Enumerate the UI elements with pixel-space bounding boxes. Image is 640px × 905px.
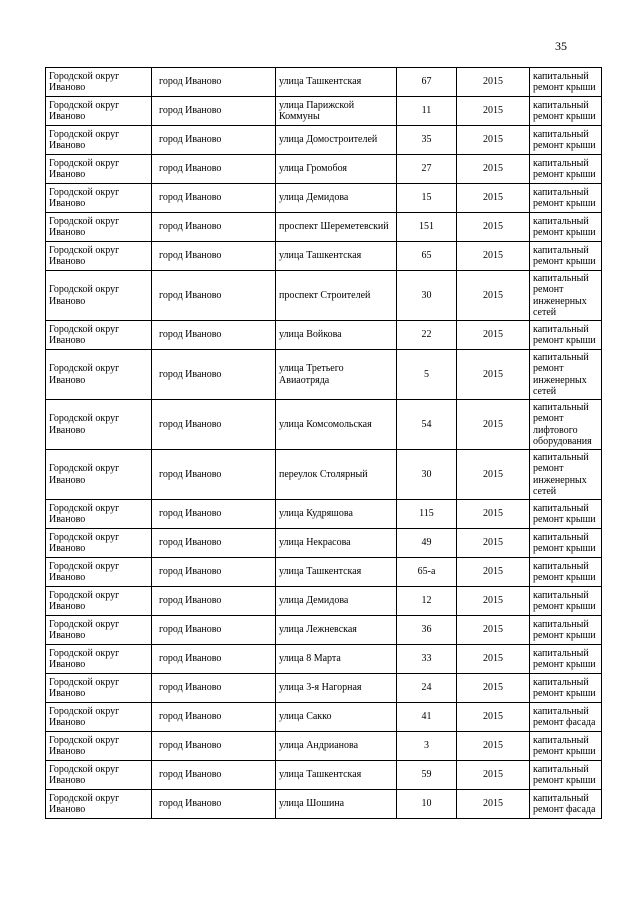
year-cell: 2015 (457, 321, 530, 350)
year-cell: 2015 (457, 126, 530, 155)
street-cell: улица Кудряшова (276, 500, 397, 529)
street-cell: улица Ташкентская (276, 242, 397, 271)
year-cell: 2015 (457, 703, 530, 732)
city-cell: город Иваново (152, 68, 276, 97)
table-row (46, 321, 602, 350)
municipality-cell: Городской округ Иваново (46, 732, 152, 761)
work-type-cell: капитальный ремонт крыши (530, 155, 602, 184)
street-cell: улица Ташкентская (276, 761, 397, 790)
table-body (46, 68, 602, 819)
municipality-cell: Городской округ Иваново (46, 155, 152, 184)
municipality-cell: Городской округ Иваново (46, 790, 152, 819)
municipality-cell: Городской округ Иваново (46, 674, 152, 703)
street-cell: улица Сакко (276, 703, 397, 732)
work-type-cell: капитальный ремонт крыши (530, 500, 602, 529)
city-cell: город Иваново (152, 790, 276, 819)
table-row (46, 674, 602, 703)
year-cell: 2015 (457, 558, 530, 587)
street-cell: улица 8 Марта (276, 645, 397, 674)
municipality-cell: Городской округ Иваново (46, 126, 152, 155)
street-cell: улица Демидова (276, 184, 397, 213)
municipality-cell: Городской округ Иваново (46, 271, 152, 321)
work-type-cell: капитальный ремонт крыши (530, 242, 602, 271)
city-cell: город Иваново (152, 97, 276, 126)
city-cell: город Иваново (152, 645, 276, 674)
table-row (46, 529, 602, 558)
house-number-cell: 54 (397, 400, 457, 450)
year-cell: 2015 (457, 529, 530, 558)
house-number-cell: 115 (397, 500, 457, 529)
table-row (46, 703, 602, 732)
year-cell: 2015 (457, 790, 530, 819)
city-cell: город Иваново (152, 529, 276, 558)
table-row (46, 97, 602, 126)
city-cell: город Иваново (152, 500, 276, 529)
table-row (46, 126, 602, 155)
house-number-cell: 33 (397, 645, 457, 674)
table-row (46, 587, 602, 616)
work-type-cell: капитальный ремонт крыши (530, 761, 602, 790)
street-cell: улица Парижской Коммуны (276, 97, 397, 126)
work-type-cell: капитальный ремонт инженерных сетей (530, 271, 602, 321)
street-cell: переулок Столярный (276, 450, 397, 500)
year-cell: 2015 (457, 761, 530, 790)
table-row (46, 616, 602, 645)
house-number-cell: 41 (397, 703, 457, 732)
work-type-cell: капитальный ремонт крыши (530, 645, 602, 674)
table-row (46, 732, 602, 761)
municipality-cell: Городской округ Иваново (46, 529, 152, 558)
year-cell: 2015 (457, 645, 530, 674)
city-cell: город Иваново (152, 616, 276, 645)
house-number-cell: 65 (397, 242, 457, 271)
work-type-cell: капитальный ремонт крыши (530, 126, 602, 155)
city-cell: город Иваново (152, 321, 276, 350)
year-cell: 2015 (457, 732, 530, 761)
street-cell: улица Ташкентская (276, 558, 397, 587)
house-number-cell: 10 (397, 790, 457, 819)
house-number-cell: 27 (397, 155, 457, 184)
house-number-cell: 151 (397, 213, 457, 242)
table-row (46, 558, 602, 587)
table-row (46, 790, 602, 819)
city-cell: город Иваново (152, 674, 276, 703)
house-number-cell: 49 (397, 529, 457, 558)
municipality-cell: Городской округ Иваново (46, 450, 152, 500)
city-cell: город Иваново (152, 400, 276, 450)
year-cell: 2015 (457, 155, 530, 184)
city-cell: город Иваново (152, 703, 276, 732)
work-type-cell: капитальный ремонт крыши (530, 213, 602, 242)
table-row (46, 242, 602, 271)
street-cell: улица Громобоя (276, 155, 397, 184)
municipality-cell: Городской округ Иваново (46, 703, 152, 732)
house-number-cell: 12 (397, 587, 457, 616)
table-row (46, 213, 602, 242)
house-number-cell: 5 (397, 350, 457, 400)
house-number-cell: 67 (397, 68, 457, 97)
repair-registry-table (45, 67, 602, 819)
city-cell: город Иваново (152, 350, 276, 400)
table-row (46, 184, 602, 213)
municipality-cell: Городской округ Иваново (46, 213, 152, 242)
work-type-cell: капитальный ремонт фасада (530, 790, 602, 819)
street-cell: улица Войкова (276, 321, 397, 350)
municipality-cell: Городской округ Иваново (46, 350, 152, 400)
year-cell: 2015 (457, 242, 530, 271)
street-cell: улица Домостроителей (276, 126, 397, 155)
table-row (46, 761, 602, 790)
city-cell: город Иваново (152, 213, 276, 242)
house-number-cell: 30 (397, 450, 457, 500)
street-cell: улица Ташкентская (276, 68, 397, 97)
street-cell: улица Андрианова (276, 732, 397, 761)
house-number-cell: 15 (397, 184, 457, 213)
house-number-cell: 65-а (397, 558, 457, 587)
city-cell: город Иваново (152, 558, 276, 587)
municipality-cell: Городской округ Иваново (46, 68, 152, 97)
city-cell: город Иваново (152, 587, 276, 616)
house-number-cell: 59 (397, 761, 457, 790)
street-cell: улица Лежневская (276, 616, 397, 645)
year-cell: 2015 (457, 674, 530, 703)
work-type-cell: капитальный ремонт инженерных сетей (530, 450, 602, 500)
year-cell: 2015 (457, 97, 530, 126)
municipality-cell: Городской округ Иваново (46, 400, 152, 450)
street-cell: проспект Строителей (276, 271, 397, 321)
year-cell: 2015 (457, 587, 530, 616)
house-number-cell: 3 (397, 732, 457, 761)
house-number-cell: 11 (397, 97, 457, 126)
table-row (46, 400, 602, 450)
year-cell: 2015 (457, 350, 530, 400)
year-cell: 2015 (457, 400, 530, 450)
work-type-cell: капитальный ремонт инженерных сетей (530, 350, 602, 400)
street-cell: улица 3-я Нагорная (276, 674, 397, 703)
table-row (46, 500, 602, 529)
street-cell: улица Комсомольская (276, 400, 397, 450)
municipality-cell: Городской округ Иваново (46, 645, 152, 674)
work-type-cell: капитальный ремонт крыши (530, 587, 602, 616)
street-cell: улица Некрасова (276, 529, 397, 558)
municipality-cell: Городской округ Иваново (46, 184, 152, 213)
street-cell: улица Третьего Авиаотряда (276, 350, 397, 400)
work-type-cell: капитальный ремонт лифтового оборудования (530, 400, 602, 450)
city-cell: город Иваново (152, 184, 276, 213)
municipality-cell: Городской округ Иваново (46, 587, 152, 616)
street-cell: улица Шошина (276, 790, 397, 819)
work-type-cell: капитальный ремонт крыши (530, 732, 602, 761)
table-row (46, 271, 602, 321)
municipality-cell: Городской округ Иваново (46, 242, 152, 271)
house-number-cell: 36 (397, 616, 457, 645)
city-cell: город Иваново (152, 761, 276, 790)
city-cell: город Иваново (152, 732, 276, 761)
house-number-cell: 22 (397, 321, 457, 350)
municipality-cell: Городской округ Иваново (46, 616, 152, 645)
street-cell: проспект Шереметевский (276, 213, 397, 242)
table-row (46, 155, 602, 184)
year-cell: 2015 (457, 68, 530, 97)
table-row (46, 645, 602, 674)
city-cell: город Иваново (152, 271, 276, 321)
table-row (46, 68, 602, 97)
city-cell: город Иваново (152, 450, 276, 500)
work-type-cell: капитальный ремонт крыши (530, 558, 602, 587)
municipality-cell: Городской округ Иваново (46, 97, 152, 126)
house-number-cell: 35 (397, 126, 457, 155)
work-type-cell: капитальный ремонт крыши (530, 529, 602, 558)
year-cell: 2015 (457, 184, 530, 213)
year-cell: 2015 (457, 271, 530, 321)
house-number-cell: 30 (397, 271, 457, 321)
year-cell: 2015 (457, 616, 530, 645)
municipality-cell: Городской округ Иваново (46, 500, 152, 529)
year-cell: 2015 (457, 500, 530, 529)
year-cell: 2015 (457, 213, 530, 242)
work-type-cell: капитальный ремонт крыши (530, 97, 602, 126)
table-row (46, 450, 602, 500)
work-type-cell: капитальный ремонт крыши (530, 68, 602, 97)
municipality-cell: Городской округ Иваново (46, 321, 152, 350)
city-cell: город Иваново (152, 126, 276, 155)
table-row (46, 350, 602, 400)
city-cell: город Иваново (152, 242, 276, 271)
street-cell: улица Демидова (276, 587, 397, 616)
work-type-cell: капитальный ремонт крыши (530, 674, 602, 703)
year-cell: 2015 (457, 450, 530, 500)
city-cell: город Иваново (152, 155, 276, 184)
house-number-cell: 24 (397, 674, 457, 703)
work-type-cell: капитальный ремонт крыши (530, 616, 602, 645)
page-number: 35 (555, 39, 567, 53)
municipality-cell: Городской округ Иваново (46, 558, 152, 587)
work-type-cell: капитальный ремонт крыши (530, 184, 602, 213)
municipality-cell: Городской округ Иваново (46, 761, 152, 790)
work-type-cell: капитальный ремонт фасада (530, 703, 602, 732)
work-type-cell: капитальный ремонт крыши (530, 321, 602, 350)
